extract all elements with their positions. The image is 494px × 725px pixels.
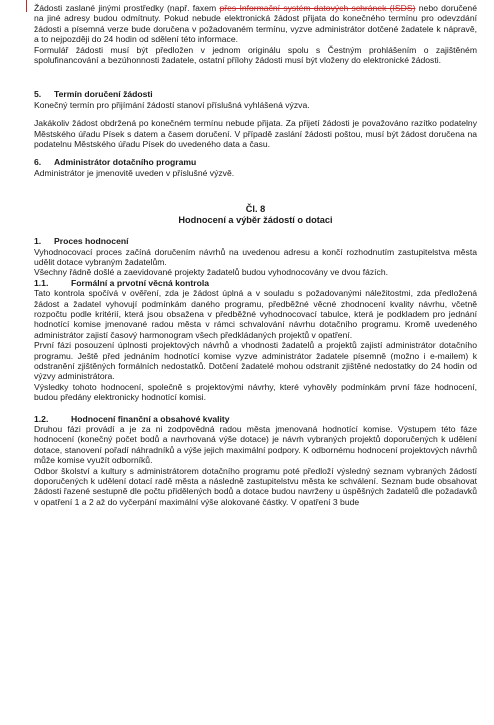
section-title: Proces hodnocení [54,236,129,247]
section-title: Hodnocení finanční a obsahové kvality [71,413,230,424]
chapter-label: Čl. 8 [245,204,266,215]
section-number: 1.2. [34,413,49,424]
section-1-1-paragraph-3: Výsledky tohoto hodnocení, společně s projektovými návrhy, které vyhověly podmínkám první fáze hodnocení, budou předány elektronicky hodnotící komisi. [34,381,477,403]
intro-paragraph-2: Formulář žádosti musí být předložen v jednom originálu spolu s Čestným prohlášením o zajištěném spolufinancování a bezúhonnosti žadatele, ostatní přílohy žádosti musí být vloženy do elektronické žádosti. [34,44,477,66]
struck-out-text: přes Informační systém datových schránek (ISDS) [219,3,416,13]
intro-paragraph-1 [34,3,477,45]
section-1-paragraph-2: Všechny řádně došlé a zaevidované projekty žadatelů budou vyhodnocovány ve dvou fázích. [34,267,389,278]
intro-text-start: Žádosti zaslané jinými prostředky (např. faxem [34,3,220,13]
section-1-1-heading [34,278,477,288]
section-1-2-paragraph-2: Odbor školství a kultury s administrátorem dotačního programu poté předloží výsledný seznam vybraných žádostí doporučených k udělení dotací radě města a následně zastupitelstvu města ke schválení. Seznam bude obsahovat žádosti řazené sestupně dle počtu přidělených bodů a dotace budou navrženy u úspěšných žadatelů dle požadavků v opatření 1 a 2 až do vyčerpání maximální výše alokované částky. V opatření 3 bude [34,465,477,507]
revision-margin-mark [26,0,27,12]
section-1-1-paragraph-1: Tato kontrola spočívá v ověření, zda je žádost úplná a v souladu s požadovanými náležitostmi, zda předložená žádost a žadatel vyhovují podmínkám daného programu, předběžné věcné zhodnocení kvality návrhu, včetně rozpočtu podle kritérií, která jsou obsažena v předběžné vyhodnocovací tabulce, která je podkladem pro jednání hodnotící komise jmenované radou města v rámci schvalování návrhu dotačního programu. Kromě uvedeného administrátor zajistí časový harmonogram všech předkládaných projektů v opatření. [34,288,477,340]
section-5-paragraph-2: Jakákoliv žádost obdržená po konečném termínu nebude přijata. Za přijetí žádosti je považováno razítko podatelny Městského úřadu Písek s datem a časem doručení. V případě zaslání žádosti poštou, musí být žádost doručena na podatelnu Městského úřadu Písek do uvedeného data a času. [34,118,477,150]
section-number: 1.1. [34,277,49,288]
section-1-2-paragraph-1: Druhou fázi provádí a je za ni zodpovědná radou města jmenovaná hodnotící komise. Výstupem této fáze hodnocení (konečný počet bodů a navrhovaná výše dotace) je návrh vybraných projektů doporučených k udělení dotace, stanovení pořadí náhradníků a výše jejich maximální podpory. K odbornému hodnocení projektových návrhů může komise využít odborníků. [34,424,477,466]
section-number: 5. [34,89,42,100]
chapter-title: Hodnocení a výběr žádostí o dotaci [178,214,333,225]
section-5-heading [34,89,477,99]
document-body [34,3,477,507]
section-number: 6. [34,157,42,168]
section-1-heading [34,236,477,246]
section-1-paragraph-1: Vyhodnocovací proces začíná doručením návrhů na uvedenou adresu a končí rozhodnutím zastupitelstva města udělit dotace vybraným žadatelům. [34,246,477,267]
section-5-paragraph-1: Konečný termín pro přijímání žádostí stanoví příslušná vyhlášená výzva. [34,99,310,110]
section-1-1-paragraph-2: První fázi posouzení úplnosti projektových návrhů a vhodnosti žadatelů a projektů zajistí administrátor dotačního programu. Ještě před jednáním hodnotící komise vyzve administrátor žadatele písemně (možno i e-mailem) k odstranění zjištěných formálních nedostatků. Dotčení žadatelé mohou odstranit zjištěné nedostatky do 24 hodin od výzvy administrátora. [34,340,477,382]
section-number: 1. [34,236,42,247]
section-6-paragraph-1: Administrátor je jmenovitě uveden v příslušné výzvě. [34,167,235,178]
intro-text-end: nebo doručené na jiné adresy budou odmítnuty. Pokud nebude elektronická žádost přijata do konečného termínu pro odevzdání žádosti a písemná verze bude doručena v požadovaném termínu, vyzve administrátor dotčené žadatele k nápravě, a to nejpozději do 24 hodin od sdělení této informace. [34,3,477,45]
section-title: Formální a prvotní věcná kontrola [71,277,210,288]
section-6-heading [34,157,477,167]
section-title: Administrátor dotačního programu [54,157,197,168]
section-title: Termín doručení žádosti [54,89,153,100]
section-1-2-heading [34,414,477,424]
